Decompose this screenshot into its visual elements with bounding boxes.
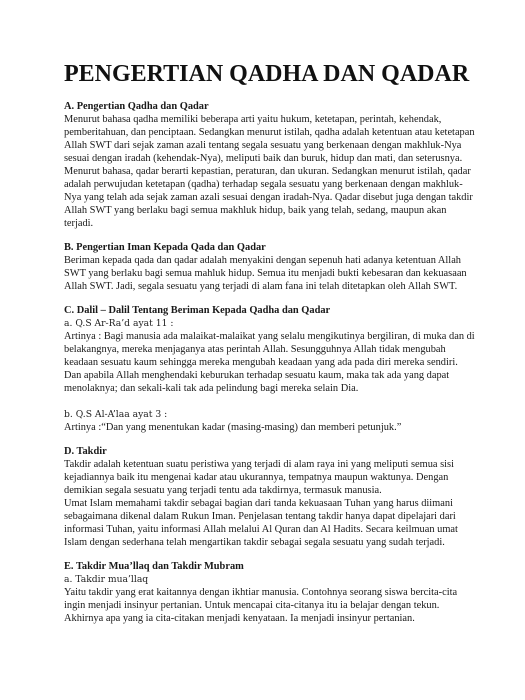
section-d-heading: D. Takdir [64,446,107,457]
section-e-paragraph-1: Yaitu takdir yang erat kaitannya dengan ikhtiar manusia. Contohnya seorang siswa bercita-cita ingin menjadi insinyur pertanian. Untuk mencapai cita-citanya itu ia belajar dengan tekun. Akhirnya apa yang ia cita-citakan menjadi kenyataan. Ia menjadi insinyur pertanian. [64,587,458,624]
section-a-paragraph-2: Menurut bahasa, qadar berarti kepastian, peraturan, dan ukuran. Sedangkan menurut istilah, qadar adalah perwujudan ketetapan (qadha) terhadap segala sesuatu yang berkenaan dengan makhluk-Nya yang telah ada sejak zaman azali sesuai dengan iradah-Nya. Qadar disebut juga dengan takdir Allah SWT yang berlaku bagi semua makhluk hidup, baik yang telah, sedang, maupun akan terjadi. [64,166,473,229]
section-c [64,304,476,434]
document-page [64,60,476,636]
section-d-paragraph-1: Takdir adalah ketentuan suatu peristiwa yang terjadi di alam raya ini yang meliputi semua sisi kejadiannya baik itu mengenai kadar atau ukurannya, tempatnya maupun waktunya. Dengan demikian segala sesuatu yang terjadi tentu ada takdirnya, termasuk manusia. [64,459,454,496]
section-c-paragraph-1: Artinya : Bagi manusia ada malaikat-malaikat yang selalu mengikutinya bergiliran, di muka dan di belakangnya, mereka menjaganya atas perintah Allah. Sesungguhnya Allah tidak mengubah keadaan sesuatu kaum sehingga mereka mengubah keadaan yang ada pada diri mereka sendiri. Dan apabila Allah menghendaki keburukan terhadap sesuatu kaum, maka tak ada yang dapat menolaknya; dan sekali-kali tak ada pelindung bagi mereka selain Dia. [64,331,475,394]
paragraph-gap [64,395,476,408]
section-e-subheading-a: a. Takdir mua’llaq [64,574,149,585]
section-c-heading: C. Dalil – Dalil Tentang Beriman Kepada Qadha dan Qadar [64,305,331,316]
section-b-heading: B. Pengertian Iman Kepada Qada dan Qadar [64,242,266,253]
section-e [64,560,476,625]
section-a-paragraph-1: Menurut bahasa qadha memiliki beberapa arti yaitu hukum, ketetapan, perintah, kehendak, pemberitahuan, dan penciptaan. Sedangkan menurut istilah, qadha adalah ketentuan atau ketetapan Allah SWT dari sejak zaman azali tentang segala sesuatu yang berkenaan dengan makhluk-Nya sesuai dengan iradah (kehendak-Nya), meliputi baik dan buruk, hidup dan mati, dan seterusnya. [64,114,475,164]
section-b-paragraph-1: Beriman kepada qada dan qadar adalah menyakini dengan sepenuh hati adanya ketentuan Allah SWT yang berlaku bagi semua mahluk hidup. Semua itu menjadi bukti kebesaran dan kekuasaan Allah SWT. Jadi, segala sesuatu yang terjadi di alam fana ini telah ditetapkan oleh Allah SWT. [64,255,467,292]
section-a [64,100,476,230]
section-c-paragraph-2: Artinya :“Dan yang menentukan kadar (masing-masing) dan memberi petunjuk.” [64,422,402,433]
section-c-verse-b: b. Q.S Al-A’laa ayat 3 : [64,409,168,420]
section-c-verse-a: a. Q.S Ar-Ra’d ayat 11 : [64,318,174,329]
section-d [64,445,476,549]
section-a-heading: A. Pengertian Qadha dan Qadar [64,101,209,112]
section-d-paragraph-2: Umat Islam memahami takdir sebagai bagian dari tanda kekuasaan Tuhan yang harus diimani sebagaimana dikenal dalam Rukun Iman. Penjelasan tentang takdir hanya dapat dipelajari dari informasi Tuhan, yaitu informasi Allah melalui Al Quran dan Al Hadits. Secara keilmuan umat Islam dengan sederhana telah mengartikan takdir sebagai segala sesuatu yang sudah terjadi. [64,498,458,548]
document-title: PENGERTIAN QADHA DAN QADAR [64,61,470,87]
section-b [64,241,476,293]
section-e-heading: E. Takdir Mua’llaq dan Takdir Mubram [64,561,244,572]
